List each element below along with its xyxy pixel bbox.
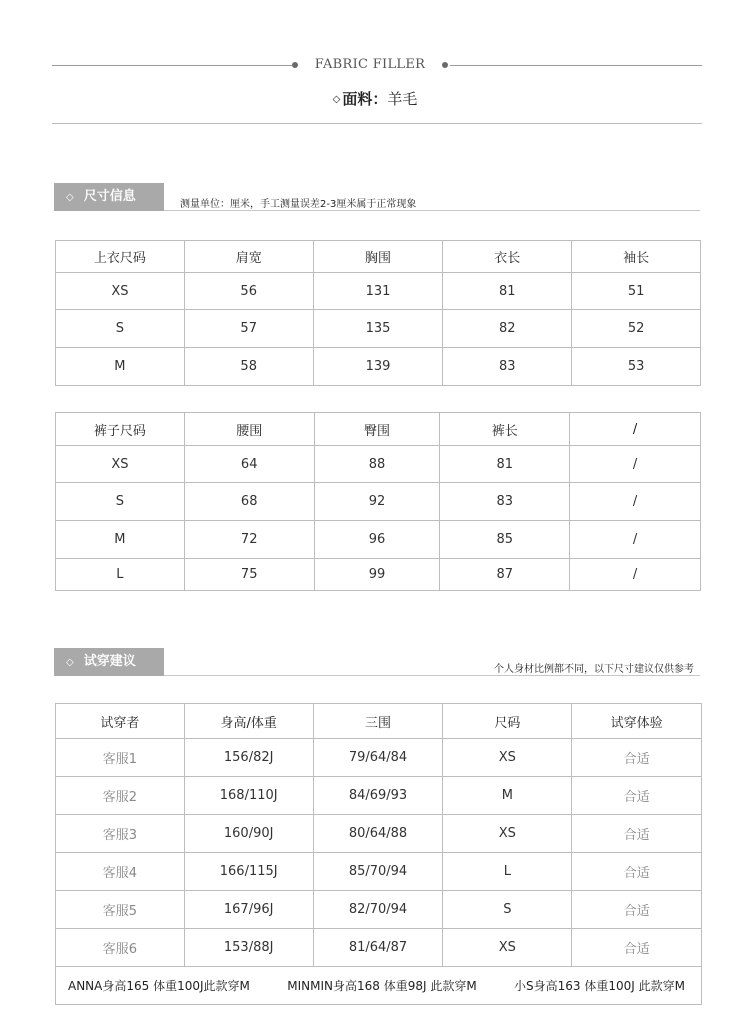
table-cell: 82 (443, 310, 572, 348)
table-cell: 81 (443, 273, 572, 310)
top-size-table (55, 240, 701, 386)
table-header: 臀围 (314, 413, 440, 446)
table-cell: 客服4 (56, 853, 185, 891)
dot-ornament (442, 62, 448, 68)
table-cell: S (56, 310, 185, 348)
table-header: 试穿体验 (572, 704, 702, 739)
table-cell: 52 (572, 310, 701, 348)
section-tag (54, 183, 164, 211)
table-row (56, 815, 702, 853)
table-header-row (56, 241, 701, 273)
table-header-row (56, 413, 701, 446)
model-note: 小S身高163 体重100J 此款穿M (514, 979, 685, 993)
table-row (56, 929, 702, 967)
table-row (56, 853, 702, 891)
table-cell: 96 (314, 521, 440, 559)
table-header: / (570, 413, 701, 446)
table-row (56, 559, 701, 591)
table-cell: 53 (572, 348, 701, 386)
table-header: 裤长 (440, 413, 570, 446)
table-cell: M (443, 777, 572, 815)
table-header: 三围 (313, 704, 443, 739)
table-row (56, 739, 702, 777)
table-cell: 166/115J (184, 853, 313, 891)
fabric-heading (52, 56, 702, 76)
model-note: MINMIN身高168 体重98J 此款穿M (287, 979, 477, 993)
table-cell: 56 (184, 273, 313, 310)
table-cell: 87 (440, 559, 570, 591)
table-cell: S (56, 483, 185, 521)
table-cell: S (443, 891, 572, 929)
table-header: 身高/体重 (184, 704, 313, 739)
table-row (56, 891, 702, 929)
table-header: 上衣尺码 (56, 241, 185, 273)
table-cell: XS (56, 273, 185, 310)
fit-footer (56, 977, 701, 994)
table-cell: L (443, 853, 572, 891)
section-tag (54, 648, 164, 676)
table-cell: 92 (314, 483, 440, 521)
table-header-row (56, 704, 702, 739)
table-row (56, 483, 701, 521)
divider (450, 65, 702, 66)
table-cell: 135 (313, 310, 443, 348)
section-title: 尺寸信息 (83, 189, 136, 204)
table-cell: L (56, 559, 185, 591)
table-row (56, 521, 701, 559)
table-cell: 160/90J (184, 815, 313, 853)
table-cell: 156/82J (184, 739, 313, 777)
diamond-icon: ◇ (332, 94, 341, 105)
fit-section-header (54, 648, 700, 676)
table-row (56, 273, 701, 310)
table-cell: 82/70/94 (313, 891, 443, 929)
fit-footer-row (56, 967, 702, 1005)
size-section-header (54, 183, 700, 211)
pants-size-table (55, 412, 701, 591)
section-title: 试穿建议 (83, 654, 136, 669)
table-row (56, 348, 701, 386)
table-cell: 75 (184, 559, 314, 591)
divider (52, 65, 292, 66)
table-cell: 153/88J (184, 929, 313, 967)
table-cell: 85 (440, 521, 570, 559)
table-row (56, 777, 702, 815)
material-value: 羊毛 (387, 90, 418, 108)
table-cell: 72 (184, 521, 314, 559)
material-line (0, 88, 750, 109)
table-header: 衣长 (443, 241, 572, 273)
table-cell: 客服5 (56, 891, 185, 929)
table-cell: 合适 (572, 777, 702, 815)
fabric-title: FABRIC FILLER (314, 57, 426, 72)
table-cell: 131 (313, 273, 443, 310)
table-cell: 客服3 (56, 815, 185, 853)
table-cell: 合适 (572, 815, 702, 853)
table-cell: M (56, 348, 185, 386)
table-cell: / (570, 446, 701, 483)
table-cell: XS (443, 739, 572, 777)
table-cell: 168/110J (184, 777, 313, 815)
section-note: 个人身材比例都不同，以下尺寸建议仅供参考 (494, 664, 694, 675)
table-cell: 68 (184, 483, 314, 521)
table-row (56, 446, 701, 483)
diamond-icon: ◇ (66, 657, 74, 668)
dot-ornament (292, 62, 298, 68)
table-header: 腰围 (184, 413, 314, 446)
fit-table (55, 703, 702, 1005)
table-cell: 64 (184, 446, 314, 483)
table-header: 袖长 (572, 241, 701, 273)
table-cell: 81/64/87 (313, 929, 443, 967)
table-cell: 84/69/93 (313, 777, 443, 815)
table-cell: 88 (314, 446, 440, 483)
table-cell: 85/70/94 (313, 853, 443, 891)
table-cell: 83 (443, 348, 572, 386)
diamond-icon: ◇ (66, 192, 74, 203)
table-cell: XS (443, 929, 572, 967)
table-header: 裤子尺码 (56, 413, 185, 446)
table-cell: 合适 (572, 739, 702, 777)
table-cell: 合适 (572, 891, 702, 929)
divider (164, 210, 700, 211)
table-cell: / (570, 483, 701, 521)
table-header: 尺码 (443, 704, 572, 739)
fit-footer-cell (56, 967, 702, 1005)
table-cell: 139 (313, 348, 443, 386)
table-cell: 客服2 (56, 777, 185, 815)
table-cell: / (570, 559, 701, 591)
table-header: 胸围 (313, 241, 443, 273)
table-cell: 58 (184, 348, 313, 386)
table-cell: M (56, 521, 185, 559)
table-row (56, 310, 701, 348)
table-cell: 57 (184, 310, 313, 348)
model-note: ANNA身高165 体重100J此款穿M (68, 979, 250, 993)
table-cell: 客服1 (56, 739, 185, 777)
table-cell: XS (56, 446, 185, 483)
table-cell: 客服6 (56, 929, 185, 967)
table-cell: / (570, 521, 701, 559)
table-cell: 167/96J (184, 891, 313, 929)
table-cell: 99 (314, 559, 440, 591)
table-cell: 51 (572, 273, 701, 310)
table-cell: XS (443, 815, 572, 853)
table-cell: 80/64/88 (313, 815, 443, 853)
section-note: 测量单位：厘米，手工测量误差2-3厘米属于正常现象 (180, 199, 417, 210)
table-header: 试穿者 (56, 704, 185, 739)
material-label: 面料： (342, 90, 388, 108)
table-cell: 79/64/84 (313, 739, 443, 777)
table-cell: 83 (440, 483, 570, 521)
divider (164, 675, 700, 676)
table-cell: 合适 (572, 853, 702, 891)
table-cell: 合适 (572, 929, 702, 967)
divider (52, 123, 702, 124)
table-header: 肩宽 (184, 241, 313, 273)
table-cell: 81 (440, 446, 570, 483)
